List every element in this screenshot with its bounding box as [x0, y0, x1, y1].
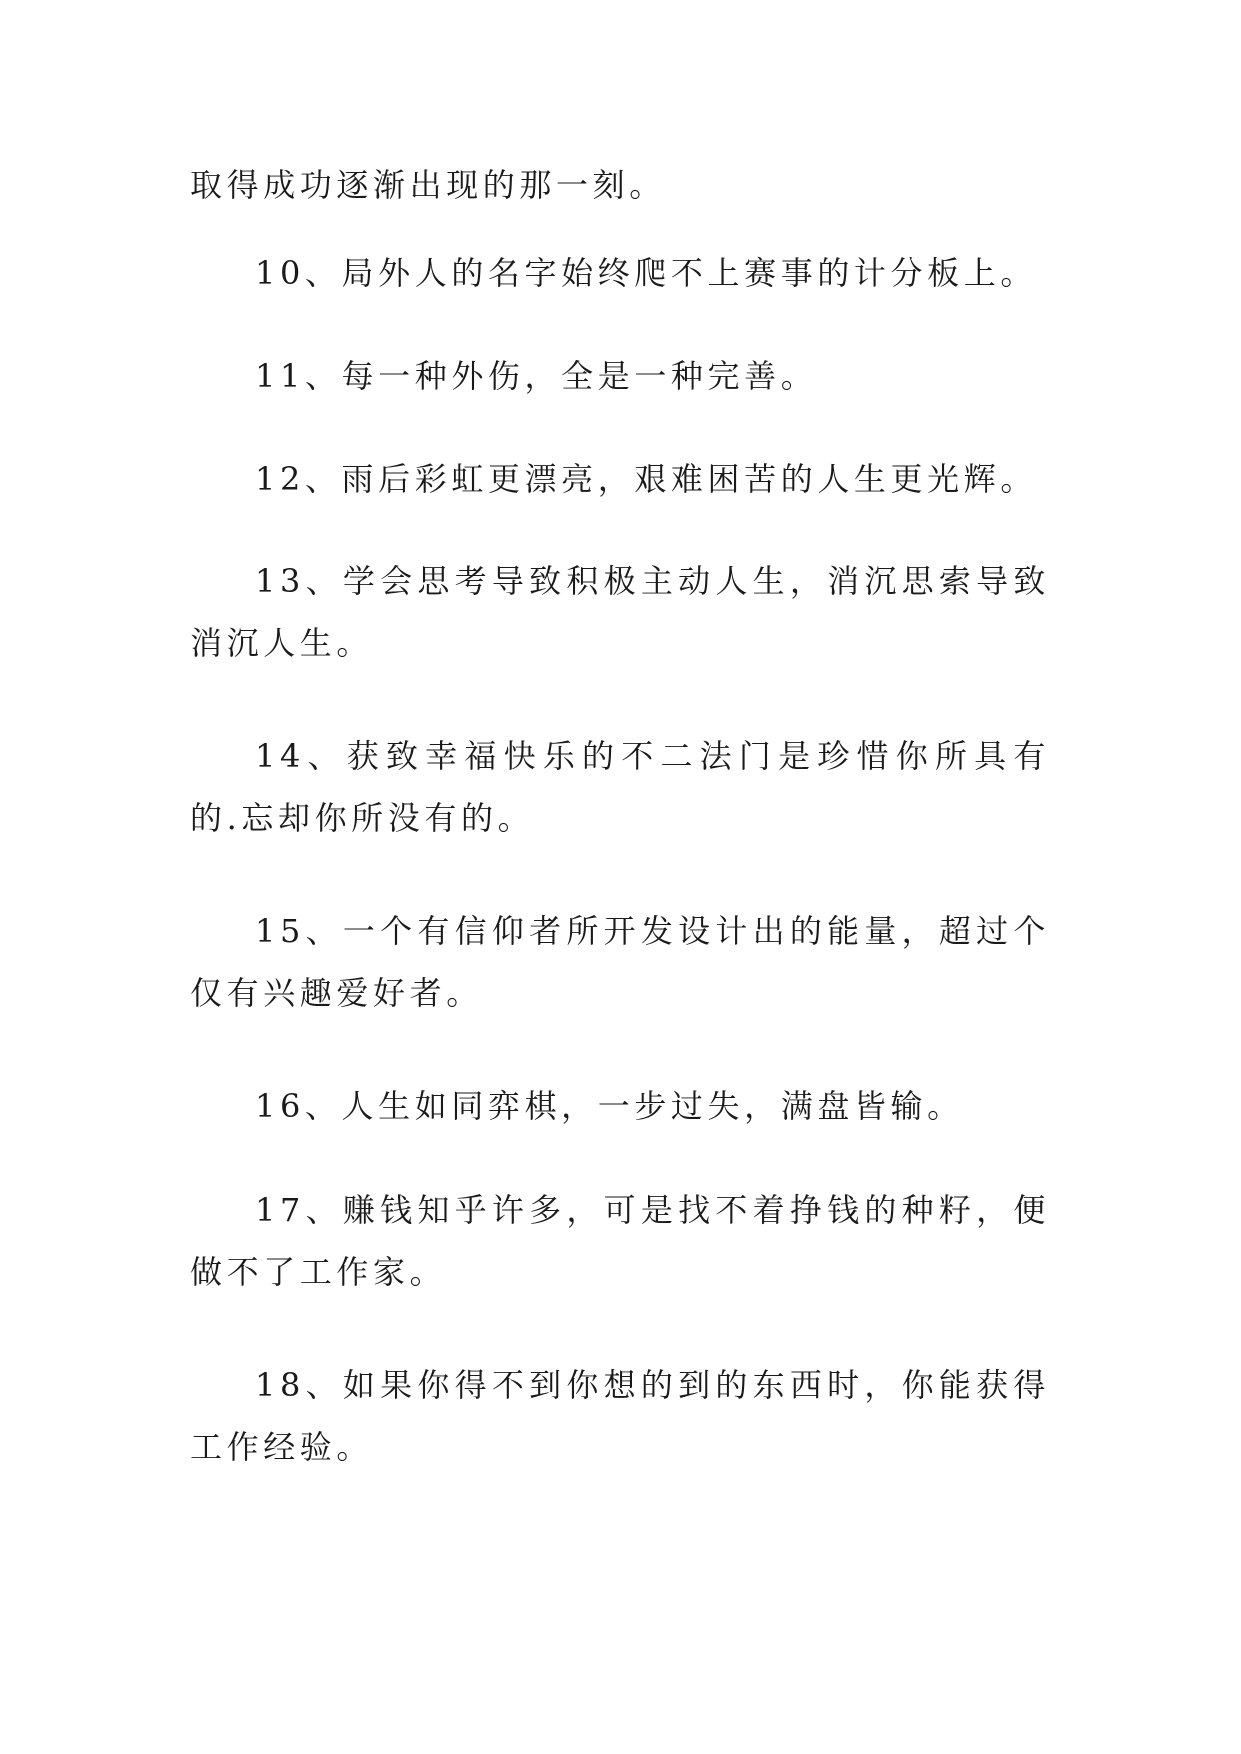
paragraph-item-13: 13、学会思考导致积极主动人生，消沉思索导致消沉人生。	[190, 562, 1050, 662]
paragraph-item-17: 17、赚钱知乎许多，可是找不着挣钱的种籽，便做不了工作家。	[190, 1191, 1050, 1291]
paragraph-item-10: 10、局外人的名字始终爬不上赛事的计分板上。	[255, 254, 1037, 292]
paragraph-item-16: 16、人生如同弈棋，一步过失，满盘皆输。	[255, 1087, 964, 1125]
paragraph-item-14: 14、获致幸福快乐的不二法门是珍惜你所具有的.忘却你所没有的。	[190, 737, 1050, 837]
paragraph-item-11: 11、每一种外伤，全是一种完善。	[255, 357, 818, 395]
paragraph-item-15: 15、一个有信仰者所开发设计出的能量，超过个仅有兴趣爱好者。	[190, 912, 1050, 1012]
paragraph-continuation: 取得成功逐渐出现的那一刻。	[190, 166, 666, 204]
paragraph-item-18: 18、如果你得不到你想的到的东西时，你能获得工作经验。	[190, 1366, 1050, 1466]
paragraph-item-12: 12、雨后彩虹更漂亮，艰难困苦的人生更光辉。	[255, 460, 1037, 498]
